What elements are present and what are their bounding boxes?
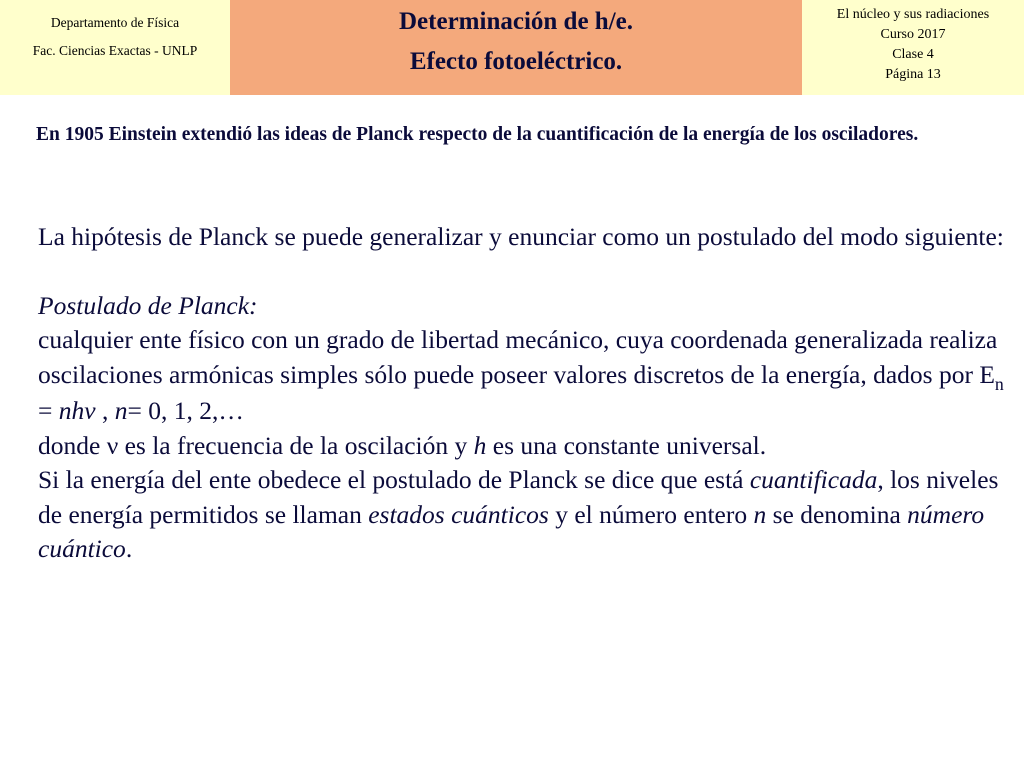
quant-text-d: se denomina [766, 499, 908, 529]
header-title-box [230, 0, 802, 95]
body-text [38, 220, 1013, 567]
hypothesis-paragraph: La hipótesis de Planck se puede generalizar y enunciar como un postulado del modo siguiente: [38, 222, 1004, 251]
term-cuantificada: cuantificada [749, 465, 878, 494]
header-right-box [802, 0, 1024, 95]
equation-rhs: nhν [58, 396, 96, 425]
equation-equals: = [38, 396, 59, 425]
quant-text-b: , los niveles de energía permitidos se llaman [38, 465, 999, 529]
header-left-box [0, 0, 230, 95]
year-label: Curso 2017 [880, 27, 946, 42]
page-subtitle: Efecto fotoeléctrico. [409, 48, 623, 75]
equation-values: = 0, 1, 2,… [127, 396, 244, 425]
term-estados-cuanticos: estados cuánticos [368, 499, 549, 529]
department-label: Departamento de Física [50, 15, 180, 30]
intro-paragraph: En 1905 Einstein extendió las ideas de Planck respecto de la cuantificación de la energía de los osciladores. [36, 124, 919, 145]
page-number-label: Página 13 [885, 67, 941, 82]
frequency-text-a: donde ν es la frecuencia de la oscilación y [38, 430, 474, 460]
term-numero-cuantico: número cuántico [38, 499, 985, 563]
postulate-title: Postulado de Planck: [38, 290, 258, 320]
postulate-text: cualquier ente físico con un grado de libertad mecánico, cuya coordenada generalizada realiza oscilaciones armónicas simples sólo puede poseer valores discretos de la energía, dados por E [38, 325, 998, 389]
quant-text-c: y el número entero [548, 499, 754, 529]
quant-text-e: . [125, 534, 133, 563]
equation-separator: , [95, 396, 115, 425]
frequency-paragraph [38, 429, 1013, 464]
quant-text-a: Si la energía del ente obedece el postulado de Planck se dice que está [38, 465, 750, 494]
energy-subscript: n [994, 373, 1004, 394]
class-label: Clase 4 [892, 47, 934, 62]
paragraph-spacer [38, 255, 1013, 289]
quantization-paragraph [38, 463, 1013, 567]
planck-constant-h: h [473, 430, 487, 460]
frequency-text-b: es una constante universal. [486, 430, 767, 460]
course-label: El núcleo y sus radiaciones [836, 7, 990, 22]
equation-n: n [114, 396, 128, 425]
postulate-paragraph [38, 323, 1013, 429]
term-n: n [753, 499, 767, 529]
faculty-label: Fac. Ciencias Exactas - UNLP [32, 43, 198, 58]
page-title: Determinación de h/e. [399, 8, 633, 35]
